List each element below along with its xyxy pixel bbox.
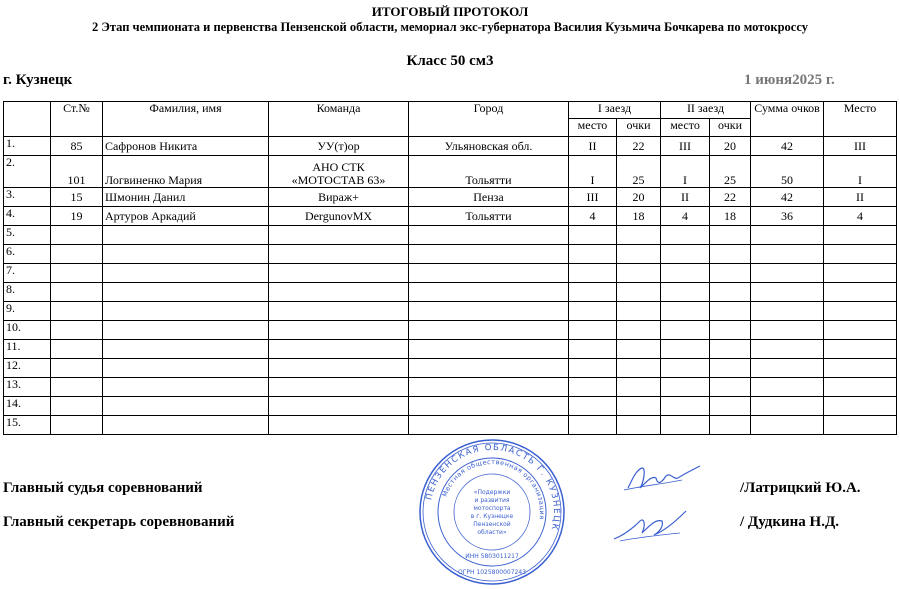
empty-cell: [710, 245, 751, 264]
empty-cell: [51, 340, 103, 359]
empty-cell: [569, 359, 617, 378]
header-town: Город: [409, 102, 569, 137]
race1-place-cell: I: [569, 156, 617, 188]
header-row-number: [4, 102, 51, 137]
empty-cell: [103, 340, 269, 359]
empty-cell: [710, 359, 751, 378]
race1-place-cell: III: [569, 188, 617, 207]
empty-cell: [409, 321, 569, 340]
start-number-cell: 19: [51, 207, 103, 226]
empty-cell: [103, 264, 269, 283]
chief-secretary-name: / Дудкина Н.Д.: [740, 514, 840, 530]
table-row: [4, 137, 897, 156]
empty-cell: [569, 397, 617, 416]
empty-cell: [51, 245, 103, 264]
stamp-inn: ИНН 5803011217: [465, 553, 519, 560]
stamp-ogrn: ОГРН 1025800007243: [457, 569, 527, 576]
row-number: 14.: [4, 397, 51, 416]
table-row: [4, 302, 897, 321]
organization-stamp: [418, 438, 566, 586]
row-number: 15.: [4, 416, 51, 435]
empty-cell: [617, 397, 661, 416]
empty-cell: [51, 397, 103, 416]
empty-cell: [103, 359, 269, 378]
empty-cell: [409, 302, 569, 321]
place-cell: 4: [824, 207, 897, 226]
race1-points-cell: 25: [617, 156, 661, 188]
empty-cell: [103, 416, 269, 435]
name-cell: Шмонин Данил: [103, 188, 269, 207]
empty-cell: [409, 283, 569, 302]
empty-cell: [824, 416, 897, 435]
empty-cell: [103, 226, 269, 245]
team-cell: Вираж+: [269, 188, 409, 207]
race1-points-cell: 18: [617, 207, 661, 226]
empty-cell: [51, 302, 103, 321]
secretary-signature: [610, 505, 690, 545]
empty-cell: [661, 321, 710, 340]
empty-cell: [269, 378, 409, 397]
empty-cell: [617, 340, 661, 359]
place-cell: II: [824, 188, 897, 207]
empty-cell: [51, 378, 103, 397]
name-cell: Сафронов Никита: [103, 137, 269, 156]
empty-cell: [710, 378, 751, 397]
empty-cell: [409, 378, 569, 397]
empty-cell: [751, 283, 824, 302]
empty-cell: [617, 264, 661, 283]
header-race2-points: очки: [710, 119, 751, 137]
header-place: Место: [824, 102, 897, 137]
empty-cell: [824, 302, 897, 321]
empty-cell: [824, 283, 897, 302]
header-team: Команда: [269, 102, 409, 137]
stamp-outer-text: ПЕНЗЕНСКАЯ ОБЛАСТЬ Г. КУЗНЕЦК: [424, 442, 562, 533]
team-cell: УУ(т)ор: [269, 137, 409, 156]
empty-cell: [569, 340, 617, 359]
row-number: 13.: [4, 378, 51, 397]
sum-cell: 50: [751, 156, 824, 188]
race2-points-cell: 20: [710, 137, 751, 156]
empty-cell: [103, 321, 269, 340]
empty-cell: [269, 321, 409, 340]
stamp-line-4: в г. Кузнецке: [470, 513, 514, 520]
empty-cell: [710, 397, 751, 416]
empty-cell: [710, 283, 751, 302]
empty-cell: [710, 321, 751, 340]
sum-cell: 42: [751, 137, 824, 156]
table-row: [4, 283, 897, 302]
row-number: 6.: [4, 245, 51, 264]
empty-cell: [269, 340, 409, 359]
empty-cell: [617, 245, 661, 264]
empty-cell: [617, 283, 661, 302]
judge-signature: [622, 458, 702, 498]
stamp-line-2: и развития: [474, 497, 510, 504]
table-row: [4, 321, 897, 340]
empty-cell: [661, 226, 710, 245]
empty-cell: [751, 226, 824, 245]
empty-cell: [751, 321, 824, 340]
team-line-2: «МОТОСТАВ 63»: [291, 173, 386, 187]
empty-cell: [409, 397, 569, 416]
table-row: [4, 416, 897, 435]
race1-place-cell: II: [569, 137, 617, 156]
empty-cell: [617, 321, 661, 340]
protocol-title: ИТОГОВЫЙ ПРОТОКОЛ: [371, 4, 529, 19]
town-cell: Ульяновская обл.: [409, 137, 569, 156]
empty-cell: [51, 359, 103, 378]
row-number: 7.: [4, 264, 51, 283]
table-row: [4, 207, 897, 226]
empty-cell: [269, 416, 409, 435]
empty-cell: [617, 302, 661, 321]
empty-cell: [824, 340, 897, 359]
empty-cell: [103, 397, 269, 416]
stamp-line-6: области»: [477, 529, 507, 536]
row-number: 9.: [4, 302, 51, 321]
row-number: 1.: [4, 137, 51, 156]
empty-cell: [569, 264, 617, 283]
empty-cell: [751, 302, 824, 321]
empty-cell: [824, 264, 897, 283]
stamp-line-3: мотоспорта: [473, 505, 511, 512]
empty-cell: [661, 283, 710, 302]
race2-place-cell: II: [661, 188, 710, 207]
empty-cell: [409, 416, 569, 435]
chief-secretary-label: Главный секретарь соревнований: [3, 514, 235, 530]
empty-cell: [824, 378, 897, 397]
empty-cell: [824, 359, 897, 378]
stamp-inner-text: Местная общественная организация: [440, 457, 547, 521]
header-name: Фамилия, имя: [103, 102, 269, 137]
race2-place-cell: I: [661, 156, 710, 188]
empty-cell: [710, 264, 751, 283]
empty-cell: [661, 378, 710, 397]
empty-cell: [269, 302, 409, 321]
sum-cell: 42: [751, 188, 824, 207]
chief-judge-name: /Латрицкий Ю.А.: [740, 480, 861, 496]
header-race2: II заезд: [661, 102, 751, 119]
race2-points-cell: 25: [710, 156, 751, 188]
team-cell: [269, 156, 409, 188]
town-cell: Тольятти: [409, 207, 569, 226]
empty-cell: [569, 416, 617, 435]
table-row: [4, 156, 897, 188]
empty-cell: [710, 302, 751, 321]
empty-cell: [751, 378, 824, 397]
table-row: [4, 226, 897, 245]
empty-cell: [409, 359, 569, 378]
empty-cell: [569, 321, 617, 340]
empty-cell: [661, 264, 710, 283]
empty-cell: [103, 245, 269, 264]
row-number: 11.: [4, 340, 51, 359]
place-cell: I: [824, 156, 897, 188]
empty-cell: [103, 283, 269, 302]
row-number: 10.: [4, 321, 51, 340]
race2-place-cell: 4: [661, 207, 710, 226]
table-row: [4, 397, 897, 416]
event-date: 1 июня2025 г.: [744, 72, 835, 88]
race1-points-cell: 20: [617, 188, 661, 207]
stamp-line-1: «Подержки: [473, 489, 511, 496]
protocol-subtitle: 2 Этап чемпионата и первенства Пензенской области, мемориал экс-губернатора Василия Кузьмича Бочкарева по мотокроссу: [92, 20, 808, 34]
table-row: [4, 188, 897, 207]
race2-place-cell: III: [661, 137, 710, 156]
start-number-cell: 85: [51, 137, 103, 156]
header-race1: I заезд: [569, 102, 661, 119]
row-number: 5.: [4, 226, 51, 245]
empty-cell: [569, 378, 617, 397]
name-cell: Артуров Аркадий: [103, 207, 269, 226]
team-cell: DergunovMX: [269, 207, 409, 226]
empty-cell: [51, 416, 103, 435]
empty-cell: [710, 226, 751, 245]
empty-cell: [617, 378, 661, 397]
race2-points-cell: 22: [710, 188, 751, 207]
class-name: Класс 50 см3: [406, 53, 494, 69]
empty-cell: [617, 226, 661, 245]
table-row: [4, 340, 897, 359]
name-cell: Логвиненко Мария: [103, 156, 269, 188]
header-race2-place: место: [661, 119, 710, 137]
empty-cell: [710, 416, 751, 435]
empty-cell: [409, 340, 569, 359]
empty-cell: [409, 245, 569, 264]
empty-cell: [269, 283, 409, 302]
empty-cell: [51, 264, 103, 283]
empty-cell: [661, 302, 710, 321]
race1-place-cell: 4: [569, 207, 617, 226]
empty-cell: [661, 397, 710, 416]
race2-points-cell: 18: [710, 207, 751, 226]
results-table: [3, 101, 897, 435]
empty-cell: [51, 283, 103, 302]
empty-cell: [751, 359, 824, 378]
empty-cell: [661, 359, 710, 378]
empty-cell: [751, 264, 824, 283]
empty-cell: [751, 340, 824, 359]
table-row: [4, 245, 897, 264]
row-number: 4.: [4, 207, 51, 226]
empty-cell: [569, 226, 617, 245]
empty-cell: [661, 245, 710, 264]
empty-cell: [269, 359, 409, 378]
empty-cell: [661, 416, 710, 435]
row-number: 2.: [4, 156, 51, 188]
empty-cell: [103, 378, 269, 397]
town-cell: Пенза: [409, 188, 569, 207]
empty-cell: [617, 416, 661, 435]
empty-cell: [409, 226, 569, 245]
header-start-number: Ст.№: [51, 102, 103, 137]
empty-cell: [269, 226, 409, 245]
venue-city: г. Кузнецк: [3, 72, 73, 88]
town-cell: Тольятти: [409, 156, 569, 188]
row-number: 8.: [4, 283, 51, 302]
header-race1-place: место: [569, 119, 617, 137]
empty-cell: [269, 264, 409, 283]
table-row: [4, 378, 897, 397]
empty-cell: [751, 416, 824, 435]
empty-cell: [617, 359, 661, 378]
empty-cell: [824, 397, 897, 416]
sum-cell: 36: [751, 207, 824, 226]
table-row: [4, 264, 897, 283]
table-row: [4, 359, 897, 378]
header-sum: Сумма очков: [751, 102, 824, 137]
empty-cell: [269, 245, 409, 264]
empty-cell: [51, 321, 103, 340]
empty-cell: [824, 321, 897, 340]
stamp-line-5: Пензенской: [473, 521, 511, 528]
empty-cell: [409, 264, 569, 283]
empty-cell: [103, 302, 269, 321]
start-number-cell: 15: [51, 188, 103, 207]
start-number-cell: 101: [51, 156, 103, 188]
empty-cell: [824, 245, 897, 264]
row-number: 3.: [4, 188, 51, 207]
empty-cell: [661, 340, 710, 359]
empty-cell: [710, 340, 751, 359]
empty-cell: [824, 226, 897, 245]
empty-cell: [569, 283, 617, 302]
empty-cell: [751, 245, 824, 264]
empty-cell: [569, 245, 617, 264]
team-line-1: АНО СТК: [312, 160, 365, 174]
row-number: 12.: [4, 359, 51, 378]
empty-cell: [569, 302, 617, 321]
place-cell: III: [824, 137, 897, 156]
empty-cell: [269, 397, 409, 416]
empty-cell: [751, 397, 824, 416]
race1-points-cell: 22: [617, 137, 661, 156]
chief-judge-label: Главный судья соревнований: [3, 480, 203, 496]
empty-cell: [51, 226, 103, 245]
header-race1-points: очки: [617, 119, 661, 137]
